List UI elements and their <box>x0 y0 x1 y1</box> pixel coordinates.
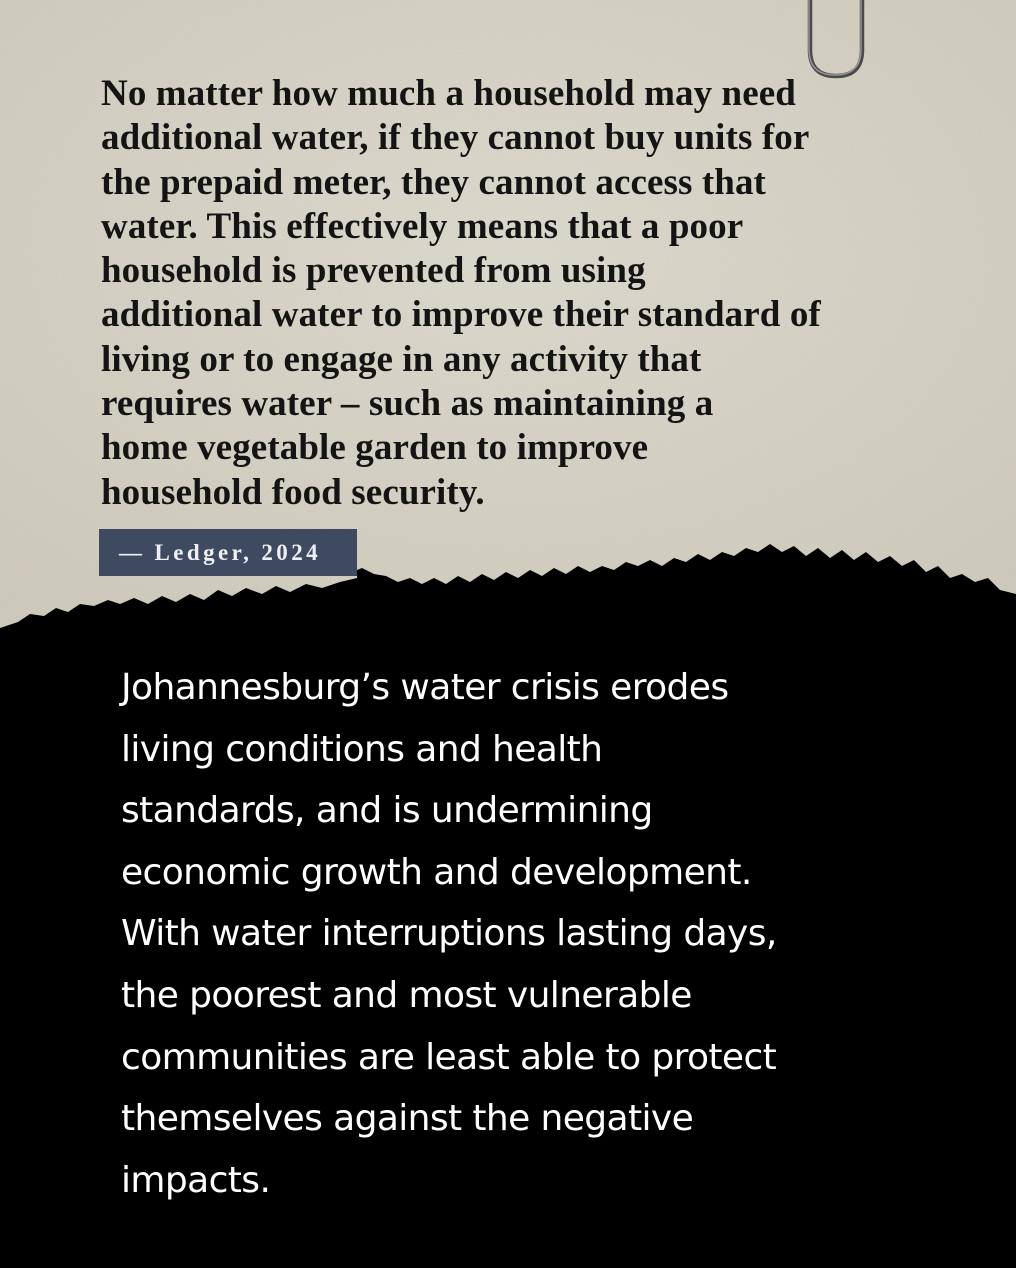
quote-line: water. This effectively means that a poor <box>101 205 744 247</box>
attribution-badge: — Ledger, 2024 <box>99 529 357 576</box>
quote-line: household is prevented from using <box>101 250 646 292</box>
body-line: impacts. <box>121 1159 271 1201</box>
body-line: communities are least able to protect <box>121 1036 777 1078</box>
quote-line: additional water to improve their standard of <box>101 294 821 336</box>
body-line: economic growth and development. <box>121 851 752 893</box>
quote-line: household food security. <box>101 471 485 513</box>
quote-line: requires water – such as maintaining a <box>101 383 714 425</box>
quote-line: living or to engage in any activity that <box>101 338 702 380</box>
body-line: the poorest and most vulnerable <box>121 974 692 1016</box>
body-line: themselves against the negative <box>121 1098 694 1140</box>
quote-line: home vegetable garden to improve <box>101 427 649 469</box>
body-line: Johannesburg’s water crisis erodes <box>121 667 729 708</box>
quote-line: additional water, if they cannot buy units for <box>101 117 810 159</box>
quote-line: the prepaid meter, they cannot access that <box>101 161 766 203</box>
body-line: With water interruptions lasting days, <box>121 913 777 955</box>
body-line: living conditions and health <box>121 728 603 770</box>
quote-text <box>101 72 961 515</box>
body-line: standards, and is undermining <box>121 790 653 832</box>
quote-line: No matter how much a household may need <box>101 73 796 114</box>
body-text <box>121 657 981 1211</box>
